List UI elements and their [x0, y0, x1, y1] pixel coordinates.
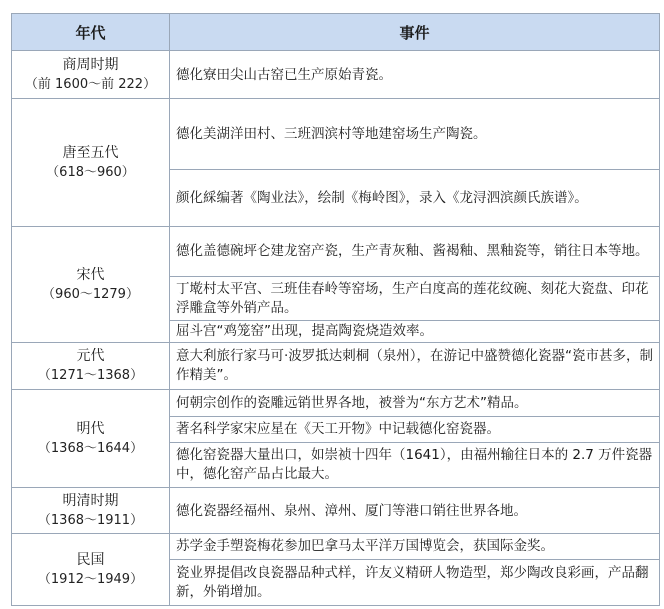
- era-name: 明代: [76, 420, 105, 437]
- event-cell: 瓷业界提倡改良瓷器品种式样，许友义精研人物造型，郑少陶改良彩画，产品翻新，外销增加。: [170, 560, 660, 606]
- era-name: 元代: [76, 348, 105, 364]
- event-cell: 意大利旅行家马可·波罗抵达刺桐（泉州），在游记中盛赞德化瓷器“瓷市甚多，制作精美”。: [170, 343, 660, 390]
- header-row: [12, 14, 660, 51]
- era-cell: [12, 99, 170, 227]
- era-cell: [12, 390, 170, 488]
- era-name: 民国: [76, 551, 105, 568]
- event-cell: 颜化綵编著《陶业法》，绘制《梅岭图》，录入《龙浔泗滨颜氏族谱》。: [170, 170, 660, 227]
- event-cell: 何朝宗创作的瓷雕远销世界各地，被誉为“东方艺术”精品。: [170, 390, 660, 417]
- event-cell: 德化盖德碗坪仑建龙窑产瓷，生产青灰釉、酱褐釉、黑釉瓷等，销往日本等地。: [170, 227, 660, 277]
- event-cell: 德化寮田尖山古窑已生产原始青瓷。: [170, 51, 660, 99]
- event-cell: 苏学金手塑瓷梅花参加巴拿马太平洋万国博览会，获国际金奖。: [170, 534, 660, 560]
- era-name: 宋代: [76, 266, 105, 283]
- era-years: （618～960）: [46, 164, 135, 180]
- era-years: （前 1600～前 222）: [24, 76, 157, 92]
- table-row: [12, 51, 660, 99]
- event-cell: 德化美湖洋田村、三班泗滨村等地建窑场生产陶瓷。: [170, 99, 660, 170]
- table-row: [12, 227, 660, 277]
- era-years: （960～1279）: [42, 286, 139, 302]
- event-cell: 屈斗宫“鸡笼窑”出现，提高陶瓷烧造效率。: [170, 321, 660, 343]
- era-years: （1271～1368）: [37, 368, 144, 383]
- era-cell: [12, 51, 170, 99]
- era-cell: [12, 488, 170, 534]
- table-row: [12, 99, 660, 170]
- table-row: [12, 488, 660, 534]
- table-row: [12, 390, 660, 417]
- era-cell: [12, 227, 170, 343]
- era-cell: [12, 343, 170, 390]
- era-name: 明清时期: [62, 492, 119, 509]
- header-era: 年代: [12, 14, 170, 51]
- header-event: 事件: [170, 14, 660, 51]
- event-cell: 德化瓷器经福州、泉州、漳州、厦门等港口销往世界各地。: [170, 488, 660, 534]
- event-cell: 丁墘村太平宫、三班佳春岭等窑场，生产白度高的莲花纹碗、刻花大瓷盘、印花浮雕盒等外销产品。: [170, 277, 660, 321]
- era-years: （1368～1911）: [37, 512, 144, 528]
- era-cell: [12, 534, 170, 606]
- event-cell: 德化窑瓷器大量出口，如崇祯十四年（1641），由福州输往日本的 2.7 万件瓷器中，德化窑产品占比最大。: [170, 443, 660, 488]
- era-years: （1368～1644）: [37, 440, 144, 456]
- era-name: 商周时期: [62, 56, 119, 73]
- table-row: [12, 534, 660, 560]
- event-cell: 著名科学家宋应星在《天工开物》中记载德化窑瓷器。: [170, 417, 660, 443]
- era-name: 唐至五代: [62, 144, 119, 161]
- table-row: [12, 343, 660, 390]
- era-years: （1912～1949）: [37, 571, 144, 587]
- history-table: [11, 13, 660, 606]
